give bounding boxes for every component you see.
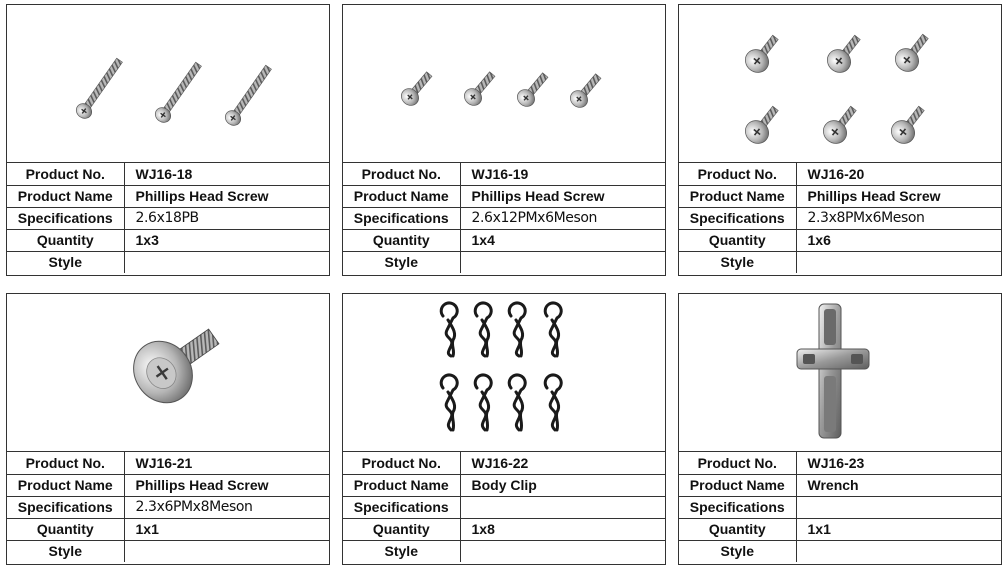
label-specifications: Specifications bbox=[679, 496, 796, 518]
value-style bbox=[124, 251, 329, 273]
label-quantity: Quantity bbox=[679, 229, 796, 251]
label-specifications: Specifications bbox=[7, 496, 124, 518]
row-style bbox=[343, 251, 665, 273]
product-photo bbox=[7, 294, 329, 452]
value-product-no: WJ16-18 bbox=[124, 163, 329, 185]
row-specifications bbox=[343, 496, 665, 518]
row-quantity bbox=[343, 518, 665, 540]
label-product-name: Product Name bbox=[679, 185, 796, 207]
row-product-name bbox=[679, 185, 1001, 207]
row-product-no bbox=[343, 452, 665, 474]
washer-screw-icon bbox=[7, 294, 329, 451]
label-product-name: Product Name bbox=[343, 185, 460, 207]
label-specifications: Specifications bbox=[343, 496, 460, 518]
value-style bbox=[796, 251, 1001, 273]
row-product-no bbox=[679, 163, 1001, 185]
spec-table bbox=[7, 163, 329, 273]
long-screw-icon bbox=[7, 5, 329, 162]
label-product-no: Product No. bbox=[679, 452, 796, 474]
row-product-name bbox=[343, 185, 665, 207]
product-photo bbox=[7, 5, 329, 163]
value-quantity: 1x8 bbox=[460, 518, 665, 540]
value-style bbox=[796, 540, 1001, 562]
label-style: Style bbox=[679, 251, 796, 273]
row-style bbox=[679, 251, 1001, 273]
row-product-name bbox=[7, 185, 329, 207]
row-style bbox=[7, 540, 329, 562]
label-specifications: Specifications bbox=[679, 207, 796, 229]
label-specifications: Specifications bbox=[343, 207, 460, 229]
label-product-no: Product No. bbox=[7, 163, 124, 185]
label-quantity: Quantity bbox=[343, 518, 460, 540]
value-style bbox=[460, 251, 665, 273]
row-product-no bbox=[7, 452, 329, 474]
spec-table bbox=[679, 452, 1001, 562]
row-product-name bbox=[343, 474, 665, 496]
product-card bbox=[6, 4, 330, 276]
product-card bbox=[678, 4, 1002, 276]
row-specifications bbox=[679, 207, 1001, 229]
product-photo bbox=[343, 5, 665, 163]
body-clip-icon bbox=[343, 294, 665, 451]
label-product-no: Product No. bbox=[7, 452, 124, 474]
value-product-name: Wrench bbox=[796, 474, 1001, 496]
product-card bbox=[6, 293, 330, 565]
value-style bbox=[460, 540, 665, 562]
spec-table bbox=[7, 452, 329, 562]
value-quantity: 1x1 bbox=[124, 518, 329, 540]
value-specifications: 2.3x8PMx6Meson bbox=[796, 207, 1001, 229]
value-product-no: WJ16-22 bbox=[460, 452, 665, 474]
value-product-name: Phillips Head Screw bbox=[124, 185, 329, 207]
value-quantity: 1x3 bbox=[124, 229, 329, 251]
label-quantity: Quantity bbox=[679, 518, 796, 540]
row-style bbox=[679, 540, 1001, 562]
row-specifications bbox=[7, 496, 329, 518]
value-specifications: 2.6x18PB bbox=[124, 207, 329, 229]
label-quantity: Quantity bbox=[343, 229, 460, 251]
label-specifications: Specifications bbox=[7, 207, 124, 229]
label-style: Style bbox=[7, 540, 124, 562]
spec-table bbox=[343, 163, 665, 273]
value-quantity: 1x4 bbox=[460, 229, 665, 251]
spec-table bbox=[343, 452, 665, 562]
row-specifications bbox=[7, 207, 329, 229]
label-product-no: Product No. bbox=[679, 163, 796, 185]
value-product-name: Phillips Head Screw bbox=[124, 474, 329, 496]
row-product-no bbox=[7, 163, 329, 185]
label-product-name: Product Name bbox=[7, 185, 124, 207]
value-specifications bbox=[796, 496, 1001, 518]
row-product-no bbox=[679, 452, 1001, 474]
row-product-no bbox=[343, 163, 665, 185]
value-specifications: 2.3x6PMx8Meson bbox=[124, 496, 329, 518]
spec-table bbox=[679, 163, 1001, 273]
label-style: Style bbox=[7, 251, 124, 273]
product-photo bbox=[343, 294, 665, 452]
value-product-name: Body Clip bbox=[460, 474, 665, 496]
row-quantity bbox=[343, 229, 665, 251]
label-product-name: Product Name bbox=[7, 474, 124, 496]
label-style: Style bbox=[679, 540, 796, 562]
value-quantity: 1x1 bbox=[796, 518, 1001, 540]
product-card bbox=[678, 293, 1002, 565]
value-specifications: 2.6x12PMx6Meson bbox=[460, 207, 665, 229]
label-quantity: Quantity bbox=[7, 518, 124, 540]
label-product-name: Product Name bbox=[679, 474, 796, 496]
row-style bbox=[343, 540, 665, 562]
value-product-no: WJ16-23 bbox=[796, 452, 1001, 474]
value-product-name: Phillips Head Screw bbox=[460, 185, 665, 207]
label-quantity: Quantity bbox=[7, 229, 124, 251]
value-product-no: WJ16-20 bbox=[796, 163, 1001, 185]
label-product-no: Product No. bbox=[343, 163, 460, 185]
row-quantity bbox=[7, 229, 329, 251]
value-quantity: 1x6 bbox=[796, 229, 1001, 251]
product-card bbox=[342, 293, 666, 565]
label-product-no: Product No. bbox=[343, 452, 460, 474]
value-specifications bbox=[460, 496, 665, 518]
label-style: Style bbox=[343, 251, 460, 273]
product-card bbox=[342, 4, 666, 276]
label-product-name: Product Name bbox=[343, 474, 460, 496]
flange-screw-icon bbox=[679, 5, 1001, 162]
label-style: Style bbox=[343, 540, 460, 562]
row-quantity bbox=[7, 518, 329, 540]
row-product-name bbox=[7, 474, 329, 496]
row-specifications bbox=[343, 207, 665, 229]
product-photo bbox=[679, 5, 1001, 163]
value-product-no: WJ16-19 bbox=[460, 163, 665, 185]
value-product-name: Phillips Head Screw bbox=[796, 185, 1001, 207]
value-style bbox=[124, 540, 329, 562]
row-quantity bbox=[679, 229, 1001, 251]
row-product-name bbox=[679, 474, 1001, 496]
row-specifications bbox=[679, 496, 1001, 518]
value-product-no: WJ16-21 bbox=[124, 452, 329, 474]
product-photo bbox=[679, 294, 1001, 452]
row-quantity bbox=[679, 518, 1001, 540]
cross-wrench-icon bbox=[679, 294, 1001, 451]
short-screw-icon bbox=[343, 5, 665, 162]
row-style bbox=[7, 251, 329, 273]
